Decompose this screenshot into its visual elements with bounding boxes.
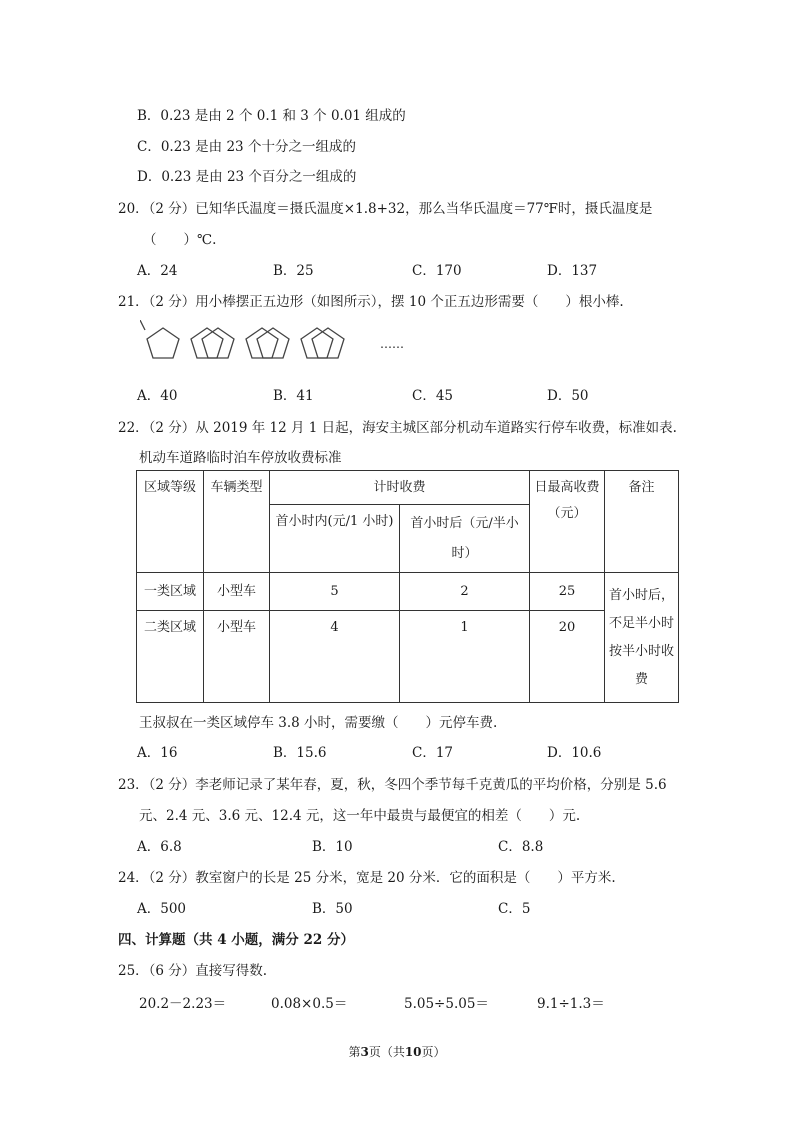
q22-question: 王叔叔在一类区域停车 3.8 小时，需要缴（ ）元停车费. [139,715,498,731]
table-row [137,611,679,703]
header-vehicle-type: 车辆类型 [204,471,270,573]
header-first-hour: 首小时内(元/1 小时) [270,505,400,573]
q25-expr-2: 0.08×0.5＝ [271,996,348,1012]
q24-option-c: C．5 [498,901,531,917]
row1-zone: 一类区域 [137,573,204,611]
q23-stem-line2: 元、2.4 元、3.6 元、12.4 元，这一年中最贵与最便宜的相差（ ）元. [139,808,581,824]
footer-page-number: 3 [360,1045,369,1059]
row1-after: 2 [400,573,530,611]
q21-option-c: C．45 [412,388,454,404]
header-after-first-hour: 首小时后（元/半小时） [400,505,530,573]
page-footer [0,1043,794,1060]
q25-expr-3: 5.05÷5.05＝ [404,996,489,1012]
q23-stem: 23．（2 分）李老师记录了某年春，夏，秋，冬四个季节每千克黄瓜的平均价格，分别是 5.6 [118,777,667,793]
table-title: 机动车道路临时泊车停放收费标准 [139,450,342,466]
q22-option-d: D．10.6 [547,745,602,761]
q24-options [137,897,677,917]
row1-max: 25 [530,573,605,611]
note-cell: 首小时后，不足半小时按半小时收费 [605,573,679,703]
q19-option-b: B．0.23 是由 2 个 0.1 和 3 个 0.01 组成的 [137,108,406,124]
q19-option-d: D．0.23 是由 23 个百分之一组成的 [137,169,357,185]
q20-option-d: D．137 [547,263,598,279]
q20-option-a: A．24 [137,263,178,279]
table-row [137,573,679,611]
q24-option-a: A．500 [137,901,187,917]
q20-option-b: B．25 [273,263,314,279]
q25-expr-1: 20.2－2.23＝ [139,996,227,1012]
header-zone: 区域等级 [137,471,204,573]
q21-option-a: A．40 [137,388,178,404]
header-daily-max-unit: （元） [547,506,587,521]
row2-zone: 二类区域 [137,611,204,703]
q21-stem: 21．（2 分）用小棒摆正五边形（如图所示），摆 10 个正五边形需要（ ）根小棒. [118,294,624,310]
q23-option-b: B．10 [312,839,353,855]
q21-option-b: B．41 [273,388,314,404]
header-daily-max [530,471,605,573]
parking-fee-table [136,470,679,703]
q23-option-c: C．8.8 [498,839,544,855]
q23-options [137,835,677,855]
footer-total-pages: 10 [404,1045,422,1059]
footer-post: 页） [421,1045,446,1059]
q19-option-c: C．0.23 是由 23 个十分之一组成的 [137,139,356,155]
row2-after: 1 [400,611,530,703]
q22-option-c: C．17 [412,745,454,761]
q25-expressions [139,992,659,1012]
q20-stem: 20．（2 分）已知华氏温度＝摄氏温度×1.8+32，那么当华氏温度＝77℉时，摄氏温度是 [118,201,653,217]
q23-option-a: A．6.8 [137,839,182,855]
q22-option-b: B．15.6 [273,745,327,761]
row2-max: 20 [530,611,605,703]
row1-first: 5 [270,573,400,611]
footer-mid: 页（共 [368,1045,405,1059]
header-note: 备注 [605,471,679,573]
header-timed-fee: 计时收费 [270,471,530,505]
q25-expr-4: 9.1÷1.3＝ [537,996,605,1012]
pentagon-chain-figure [140,320,380,378]
q22-option-a: A．16 [137,745,178,761]
row1-type: 小型车 [204,573,270,611]
q21-option-d: D．50 [547,388,589,404]
section-heading: 四、计算题（共 4 小题，满分 22 分） [118,932,354,948]
header-daily-max-label: 日最高收费 [534,480,600,495]
q20-stem-line2: （ ）℃. [143,232,217,248]
q21-ellipsis: …… [380,337,404,351]
row2-first: 4 [270,611,400,703]
q20-option-c: C．170 [412,263,462,279]
q25-stem: 25．（6 分）直接写得数. [118,963,268,979]
q21-options [137,384,677,404]
q22-stem: 22．（2 分）从 2019 年 12 月 1 日起，海安主城区部分机动车道路实行停车收费，标准如表. [118,420,677,436]
row2-type: 小型车 [204,611,270,703]
pentagon-1 [147,328,179,358]
footer-pre: 第 [348,1045,361,1059]
q24-stem: 24．（2 分）教室窗户的长是 25 分米，宽是 20 分米．它的面积是（ ）平方米. [118,870,616,886]
q22-options [137,741,677,761]
q20-options [137,259,677,279]
q24-option-b: B．50 [312,901,353,917]
table-header-row [137,471,679,505]
